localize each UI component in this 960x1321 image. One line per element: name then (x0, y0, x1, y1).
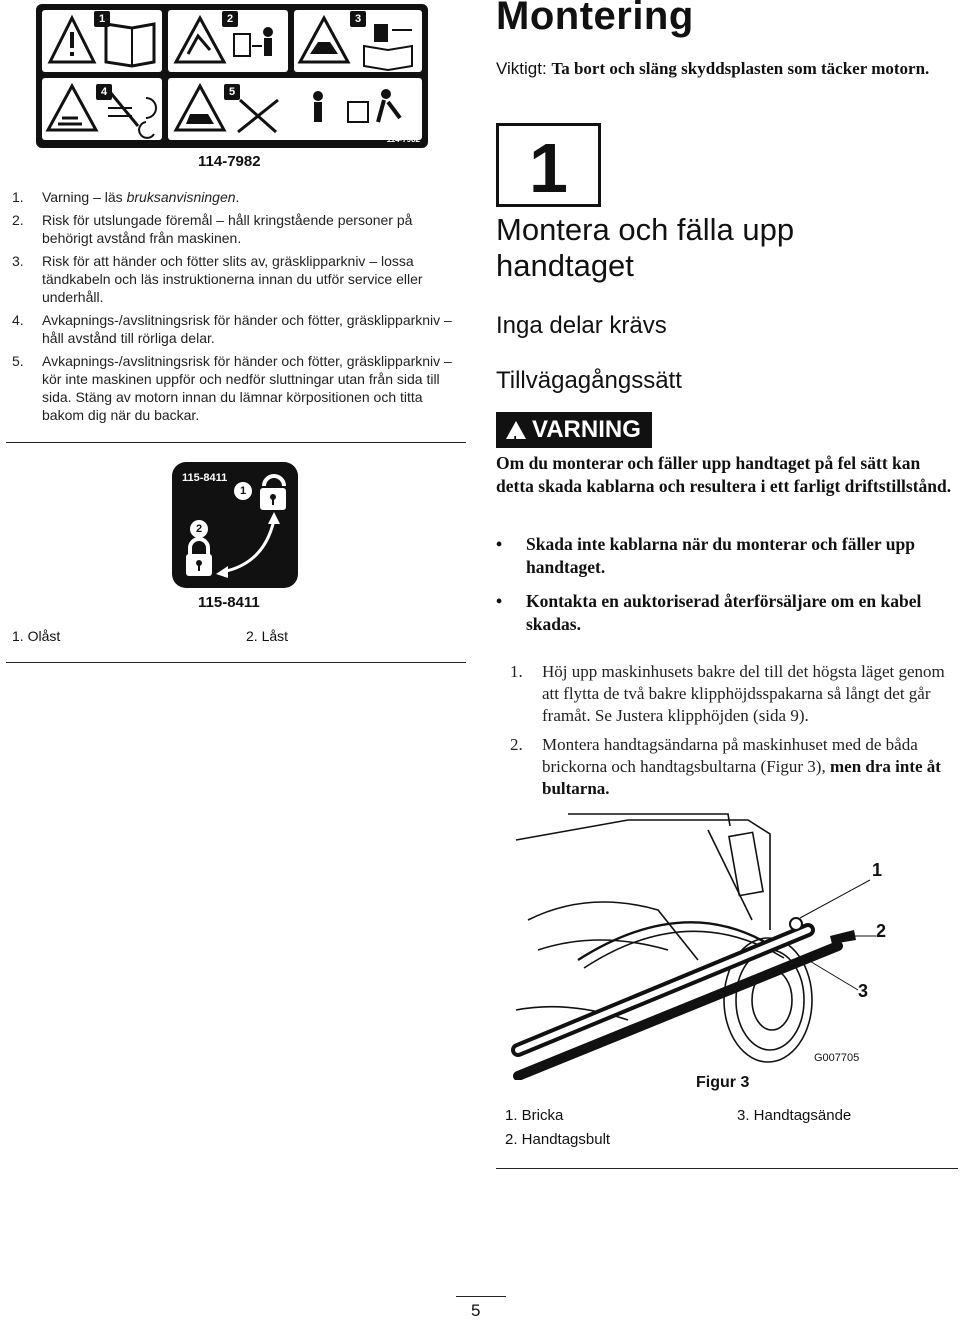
parts-heading: Inga delar krävs (496, 312, 667, 339)
list-item: 5. Avkapnings-/avslitningsrisk för händer och fötter, gräsklipparkniv – kör inte maskinen uppför och nedför sluttningar utan från sida till sida. Stäng av motorn innan du lämnar körpositionen och titta bakom dig när du backar. (12, 353, 452, 423)
warning-label: VARNING (532, 416, 641, 443)
figure-legend-2: 2. Handtagsbult (505, 1131, 611, 1148)
decal-num-4: 4 (96, 84, 112, 100)
section-title: Montering (496, 0, 694, 38)
bullet-icon: • (496, 534, 503, 554)
bullet-item: • Kontakta en auktoriserad återförsäljare om en kabel skadas. (496, 591, 922, 634)
divider (6, 662, 466, 663)
decal-num-5: 5 (224, 84, 240, 100)
callout-2: 2 (876, 921, 887, 941)
list-item: 4. Avkapnings-/avslitningsrisk för händer och fötter, gräsklipparkniv – håll avstånd till rörliga delar. (12, 312, 452, 346)
lock-decal-115-8411 (172, 462, 298, 588)
decal-114-caption: 114-7982 (198, 153, 261, 170)
divider (496, 1168, 958, 1169)
callout-1: 1 (872, 860, 883, 880)
figure-code: G007705 (814, 1052, 860, 1064)
figure-caption: Figur 3 (696, 1074, 750, 1091)
important-note (496, 58, 946, 80)
warning-text: Om du monterar och fäller upp handtaget på fel sätt kan detta skada kablarna och resultera i ett farligt driftstillstånd. (496, 453, 952, 496)
figure-3-handle-illustration (508, 800, 908, 1080)
figure-legend-3: 3. Handtagsände (737, 1107, 852, 1124)
callout-3: 3 (858, 981, 869, 1001)
warning-icon (506, 421, 526, 439)
warning-banner (496, 412, 652, 448)
page-number-rule (456, 1296, 506, 1297)
step-item: 1. Höj upp maskinhusets bakre del till det högsta läget genom att flytta de två bakre klipphöjdsspakarna så långt det går framåt. Se Justera klipphöjden (sida 9). (510, 662, 945, 725)
list-item: 1. Varning – läs bruksanvisningen. (12, 189, 240, 205)
decal-115-code: 115-8411 (182, 472, 228, 484)
decal-115-num-1: 1 (234, 482, 252, 500)
step-item: 2. Montera handtagsändarna på maskinhuset med de båda brickorna och handtagsbultarna (Figur 3), men dra inte åt bultarna. (510, 735, 941, 798)
decal-115-caption: 115-8411 (198, 594, 260, 611)
decal-115-num-2: 2 (190, 520, 208, 538)
step-number-box: 1 (496, 123, 601, 207)
procedure-heading: Tillvägagångssätt (496, 367, 682, 394)
decal-code: 114-7982 (386, 135, 420, 144)
safety-decal-114-7982 (36, 4, 428, 148)
slope-look-behind-icon (168, 78, 422, 140)
decal-num-3: 3 (350, 11, 366, 27)
bullet-item: • Skada inte kablarna när du monterar och fäller upp handtaget. (496, 534, 915, 577)
important-text: Ta bort och släng skyddsplasten som täcker motorn. (551, 59, 930, 78)
decal-panel-5 (168, 78, 422, 140)
list-item: 3. Risk för att händer och fötter slits av, gräsklipparkniv – lossa tändkabeln och läs instruktionerna innan du utför service eller underhåll. (12, 253, 423, 305)
figure-legend-1: 1. Bricka (505, 1107, 564, 1124)
important-label: Viktigt: (496, 59, 547, 78)
legend-unlocked: 1. Olåst (12, 628, 61, 644)
step-heading: Montera och fälla upp handtaget (496, 212, 795, 283)
list-item: 2. Risk för utslungade föremål – håll kringstående personer på behörigt avstånd från maskinen. (12, 212, 413, 246)
legend-locked: 2. Låst (246, 628, 289, 644)
decal-114-legend (12, 188, 464, 429)
decal-num-2: 2 (222, 11, 238, 27)
page-number: 5 (471, 1301, 481, 1320)
decal-num-1: 1 (94, 11, 110, 27)
bullet-icon: • (496, 591, 503, 611)
divider (6, 442, 466, 443)
lock-unlock-arrow-icon (172, 462, 298, 588)
